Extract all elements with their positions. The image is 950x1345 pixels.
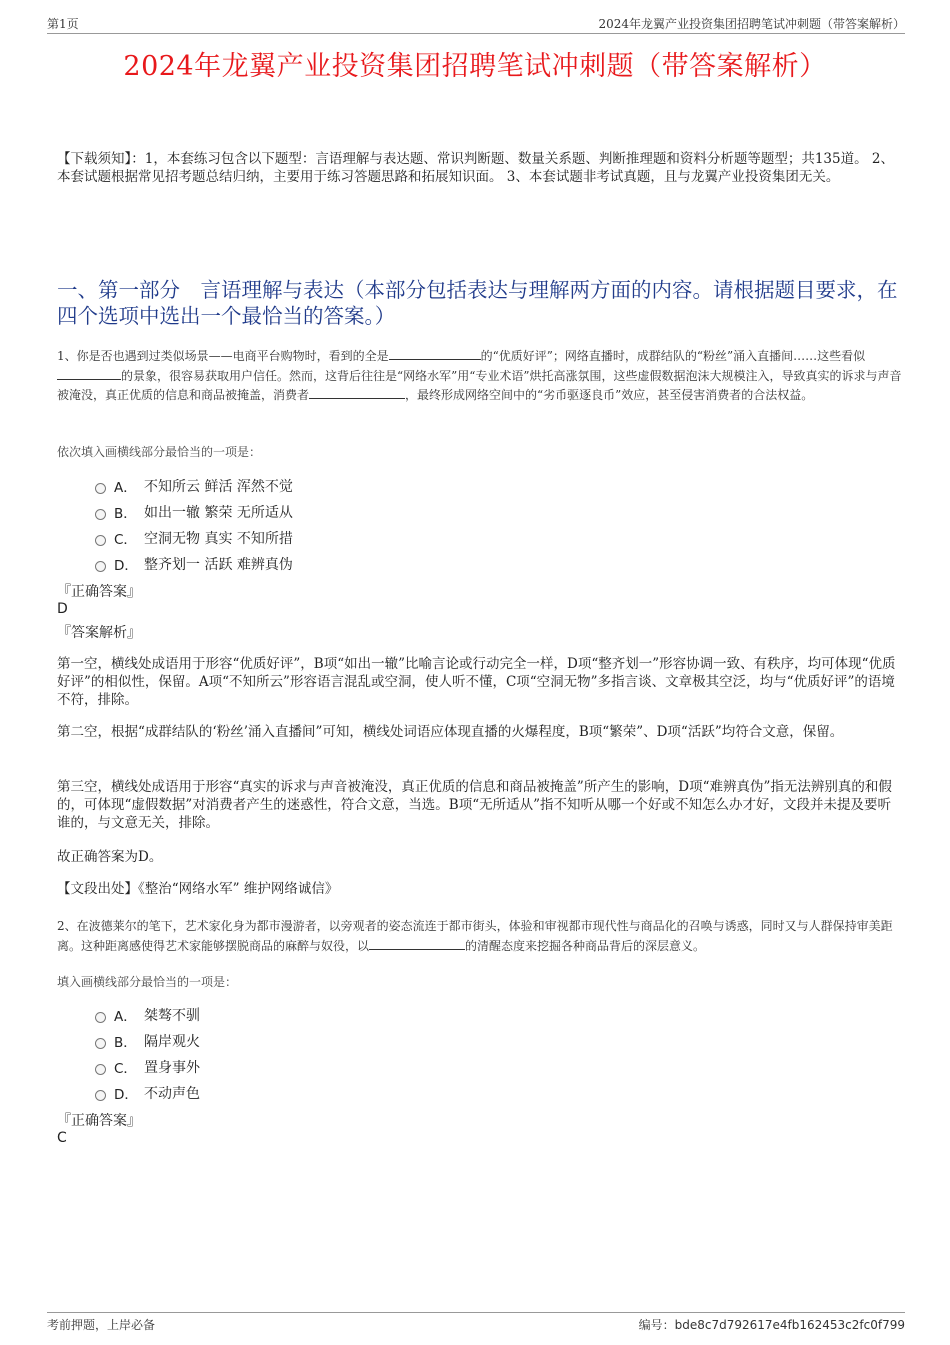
section-heading: 一、第一部分 言语理解与表达（本部分包括表达与理解两方面的内容。请根据题目要求，在四个选项中选出一个最恰当的答案。）	[57, 278, 898, 328]
analysis-paragraph: 第二空，根据“成群结队的‘粉丝’涌入直播间”可知，横线处词语应体现直播的火爆程度，B项“繁荣”、D项“活跃”均符合文意，保留。	[57, 724, 844, 740]
page-footer	[47, 1312, 905, 1332]
footer-slogan: 考前押题，上岸必备	[47, 1318, 156, 1332]
blank-line	[57, 368, 121, 380]
question-1-options	[95, 473, 293, 577]
question-2-prompt: 填入画横线部分最恰当的一项是：	[57, 975, 238, 989]
document-title: 2024年龙翼产业投资集团招聘笔试冲刺题（带答案解析）	[123, 51, 827, 82]
option-a[interactable]: A． 不知所云 鲜活 浑然不觉	[95, 473, 293, 499]
analysis-label: 『答案解析』	[57, 625, 141, 641]
radio-icon[interactable]	[95, 509, 106, 520]
blank-line	[369, 938, 465, 950]
q2-text-part: 的清醒态度来挖掘各种商品背后的深层意义。	[465, 938, 706, 953]
option-c[interactable]: C． 置身事外	[95, 1054, 200, 1080]
analysis-conclusion: 故正确答案为D。	[57, 849, 163, 865]
q2-text-part: 2、在波德莱尔的笔下，艺术家化身为都市漫游者，以旁观者的姿态流连于都市街头，体验和审视都市现代性与商品化的召唤与诱惑，同时又与人群保持审美距离。这种距离感使得艺术家能够摆脱商品的麻醉与奴役，以	[57, 919, 893, 953]
radio-icon[interactable]	[95, 1090, 106, 1101]
document-code: 编号：bde8c7d792617e4fb162453c2fc0f799	[638, 1318, 905, 1332]
header-title: 2024年龙翼产业投资集团招聘笔试冲刺题（带答案解析）	[598, 17, 905, 31]
blank-line	[389, 348, 481, 360]
q1-text-part: 的“优质好评”；网络直播时，成群结队的“粉丝”涌入直播间……这些看似	[480, 349, 866, 363]
question-1-prompt: 依次填入画横线部分最恰当的一项是：	[57, 445, 262, 459]
question-1-text	[57, 347, 902, 406]
text-source: 【文段出处】《整治“网络水军” 维护网络诚信》	[57, 881, 339, 897]
option-d[interactable]: D． 整齐划一 活跃 难辨真伪	[95, 551, 293, 577]
page-header	[47, 14, 905, 34]
q1-text-part: 1、你是否也遇到过类似场景——电商平台购物时，看到的全是	[57, 349, 389, 363]
radio-icon[interactable]	[95, 535, 106, 546]
question-2-text	[57, 917, 902, 956]
answer-value: C	[57, 1130, 67, 1146]
radio-icon[interactable]	[95, 1012, 106, 1023]
radio-icon[interactable]	[95, 483, 106, 494]
radio-icon[interactable]	[95, 1038, 106, 1049]
answer-value: D	[57, 601, 68, 617]
option-b[interactable]: B． 如出一辙 繁荣 无所适从	[95, 499, 293, 525]
option-a[interactable]: A． 桀骜不驯	[95, 1002, 200, 1028]
q1-text-part: 的景象，很容易获取用户信任。然而，这背后往往是“网络水军”用“专业术语”烘托高涨氛围，这些虚假数据泡沫大规模注入，导致真实的诉求与声音被淹没，真正优质的信息和商品被掩盖，消费者	[57, 368, 902, 402]
blank-line	[309, 387, 405, 399]
option-d[interactable]: D． 不动声色	[95, 1080, 200, 1106]
radio-icon[interactable]	[95, 561, 106, 572]
analysis-paragraph: 第三空，横线处成语用于形容“真实的诉求与声音被淹没，真正优质的信息和商品被掩盖”所产生的影响，D项“难辨真伪”指无法辨别真的和假的，可体现“虚假数据”对消费者产生的迷惑性，符合文意，当选。B项“无所适从”指不知听从哪一个好或不知怎么办才好，文段并未提及要听谁的，与文意无关，排除。	[57, 779, 892, 831]
q1-text-part: ，最终形成网络空间中的“劣币驱逐良币”效应，甚至侵害消费者的合法权益。	[405, 388, 814, 402]
radio-icon[interactable]	[95, 1064, 106, 1075]
analysis-paragraph: 第一空，横线处成语用于形容“优质好评”，B项“如出一辙”比喻言论或行动完全一样，D项“整齐划一”形容协调一致、有秩序，均可体现“优质好评”的相似性，保留。A项“不知所云”形容语言混乱或空洞，使人听不懂，C项“空洞无物”多指言谈、文章极其空泛，均与“优质好评”的语境不符，排除。	[57, 656, 896, 708]
option-b[interactable]: B． 隔岸观火	[95, 1028, 200, 1054]
answer-label: 『正确答案』	[57, 1113, 141, 1129]
option-c[interactable]: C． 空洞无物 真实 不知所措	[95, 525, 293, 551]
page-number: 第1页	[47, 17, 79, 31]
question-2-options	[95, 1002, 200, 1106]
answer-label: 『正确答案』	[57, 584, 141, 600]
download-notice: 【下载须知】：1，本套练习包含以下题型：言语理解与表达题、常识判断题、数量关系题、判断推理题和资料分析题等题型；共135道。 2、本套试题根据常见招考题总结归纳，主要用于练习答题思路和拓展知识面。 3、本套试题非考试真题，且与龙翼产业投资集团无关。	[57, 151, 894, 185]
